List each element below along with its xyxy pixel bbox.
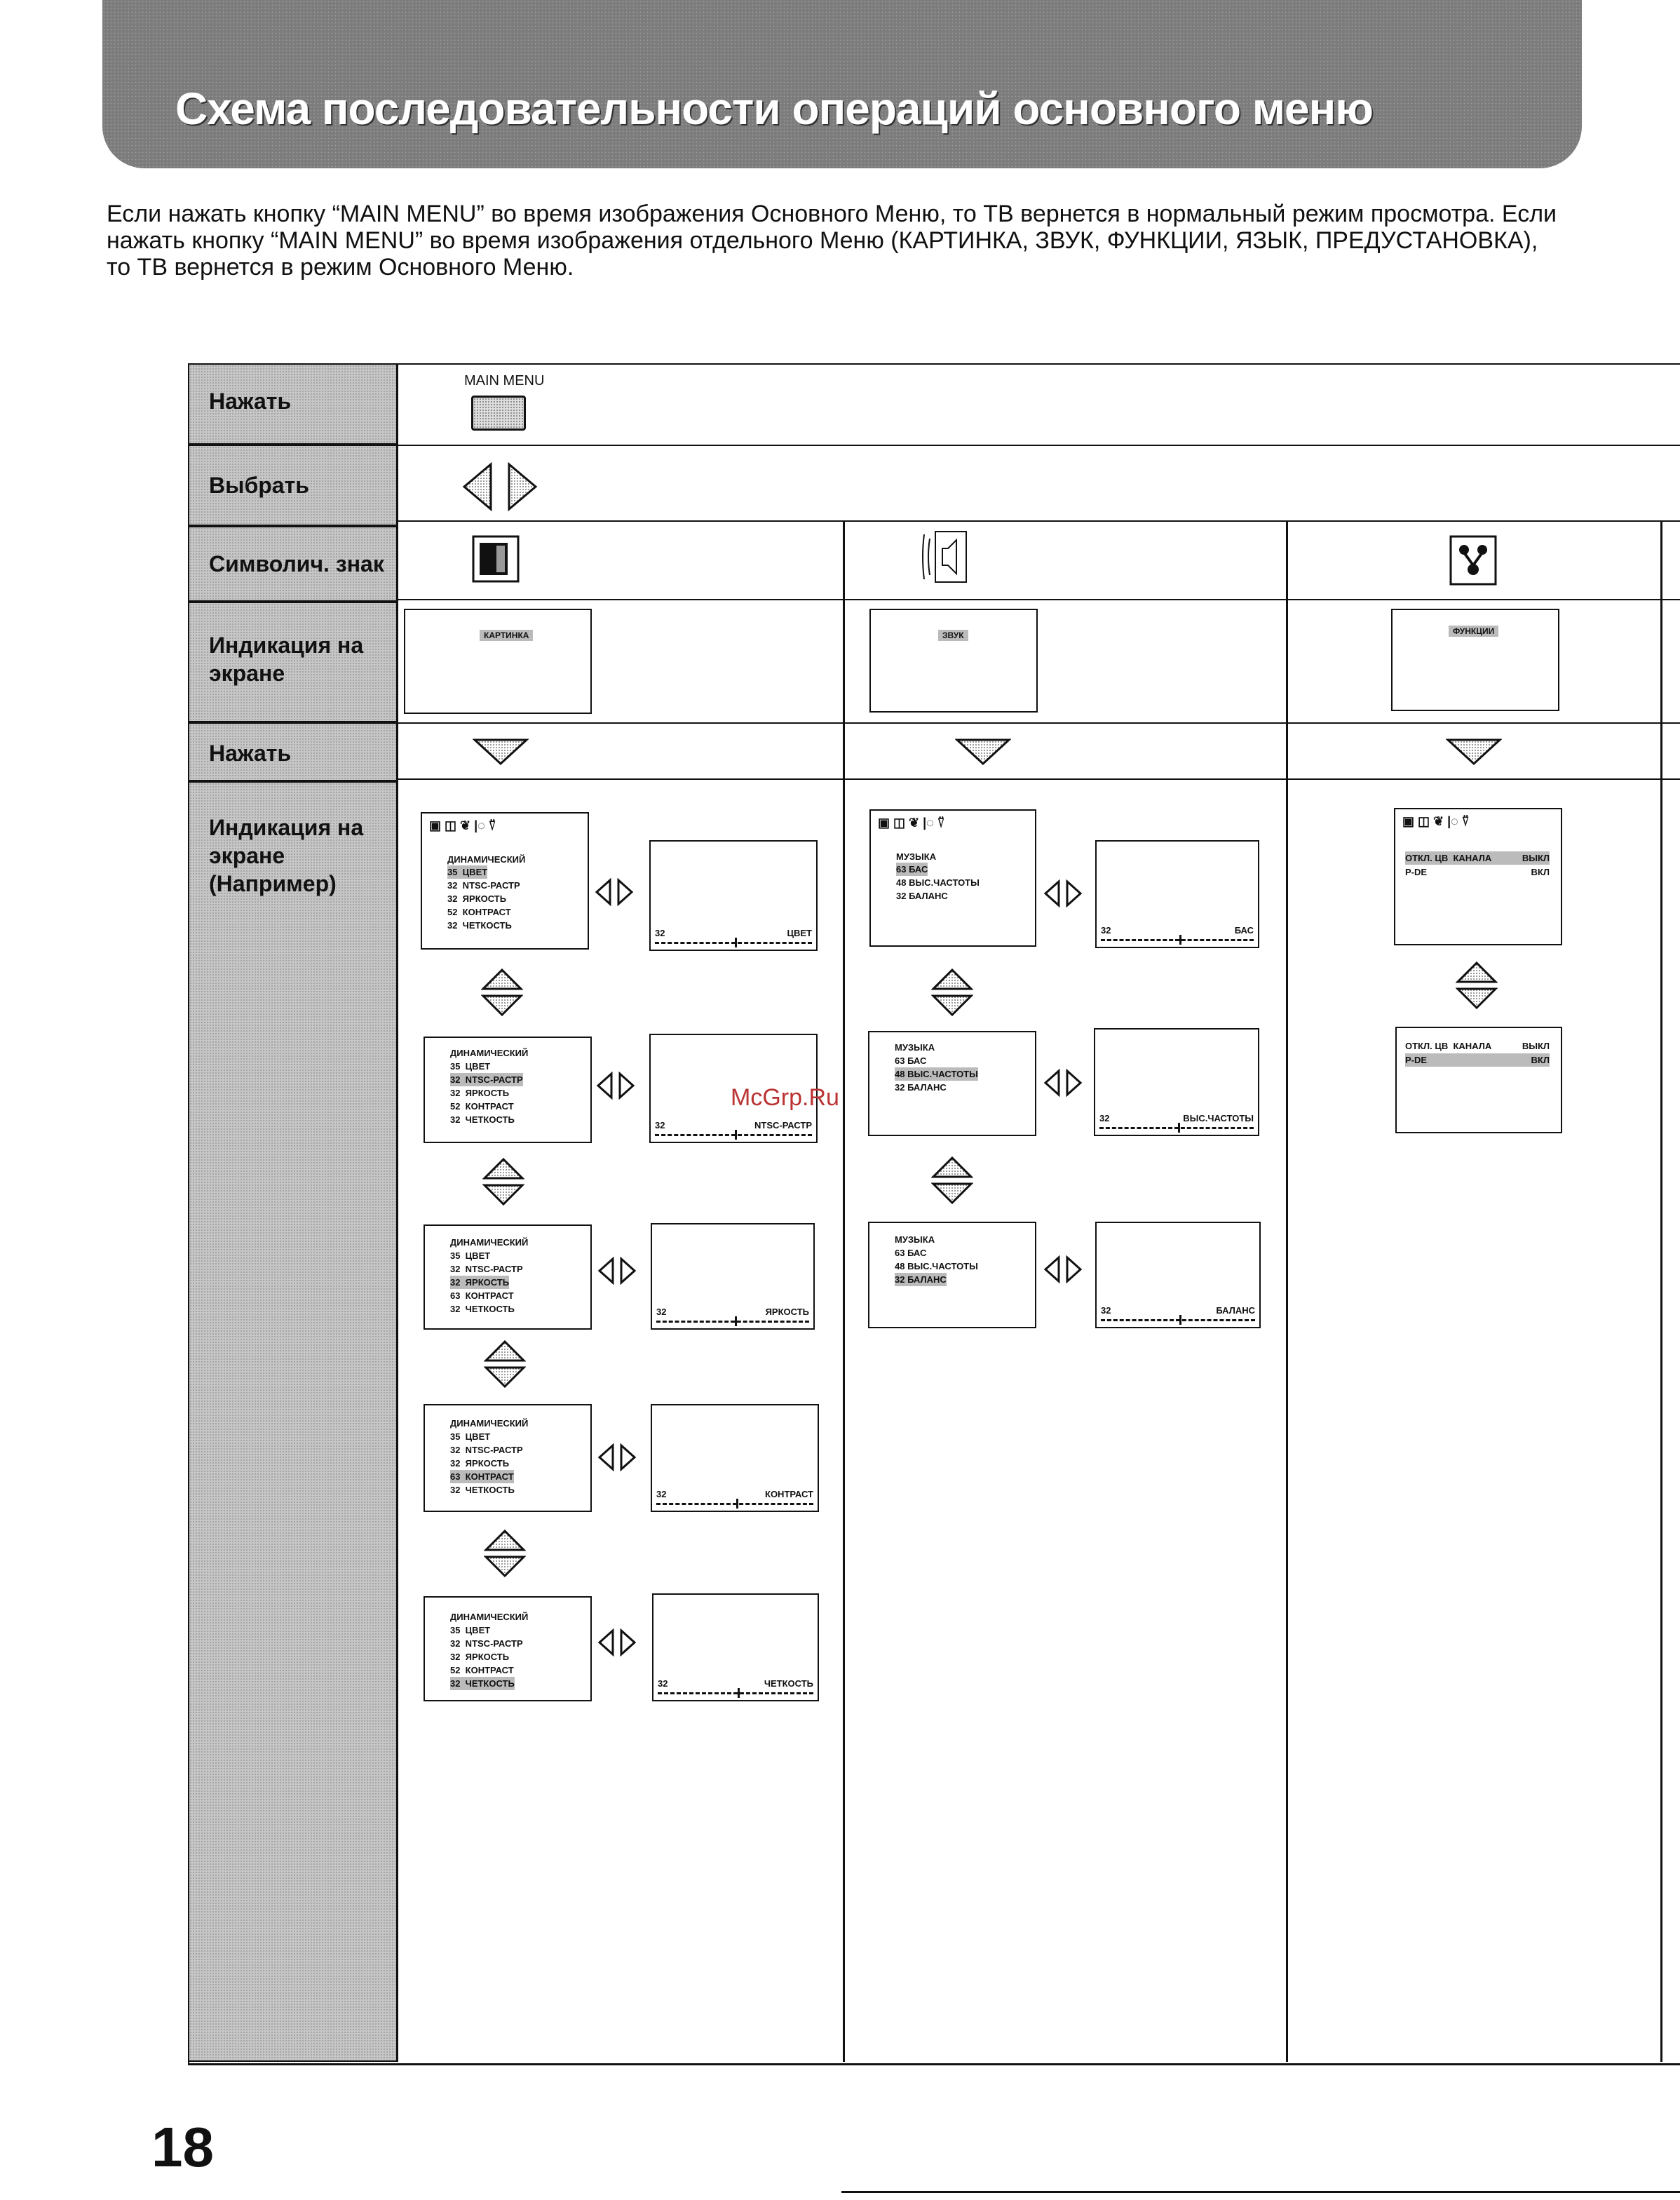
row-label-press2: Нажать xyxy=(188,722,398,781)
screen-functions: ФУНКЦИИ xyxy=(1391,609,1559,711)
up-down-arrows-icon xyxy=(931,968,973,1017)
divider xyxy=(398,445,1680,446)
picture-menu-screen: ДИНАМИЧЕСКИЙ 35 ЦВЕТ 32 NTSC-РАСТР 32 ЯРКОСТЬ 63 КОНТРАСТ 32 ЧЕТКОСТЬ xyxy=(424,1224,592,1330)
picture-menu-screen: ДИНАМИЧЕСКИЙ 35 ЦВЕТ 32 NTSC-РАСТР 32 ЯРКОСТЬ 63 КОНТРАСТ 32 ЧЕТКОСТЬ xyxy=(424,1404,592,1512)
functions-menu-screen: ▣ ◫ ❦ |◌ ⍢ ОТКЛ. ЦВ КАНАЛА ВЫКЛ P-DE ВКЛ xyxy=(1394,808,1562,945)
page-title: Схема последовательности операций основного меню xyxy=(175,83,1373,134)
sound-menu-screen: МУЗЫКА 63 БАС 48 ВЫС.ЧАСТОТЫ 32 БАЛАНС xyxy=(868,1222,1036,1328)
picture-icon xyxy=(471,534,520,583)
row-label-press: Нажать xyxy=(188,363,398,445)
divider xyxy=(398,520,1680,522)
left-right-arrows-icon xyxy=(597,1257,637,1285)
row-label-symbol: Символич. знак xyxy=(188,526,398,602)
up-down-arrows-icon xyxy=(1456,961,1498,1010)
picture-menu-screen: ▣ ◫ ❦ |◌ ⍢ ДИНАМИЧЕСКИЙ 35 ЦВЕТ 32 NTSC-РАСТР 32 ЯРКОСТЬ 52 КОНТРАСТ 32 ЧЕТКОСТЬ xyxy=(421,812,589,950)
functions-menu-screen: ОТКЛ. ЦВ КАНАЛА ВЫКЛ P-DE ВКЛ xyxy=(1395,1027,1562,1133)
left-right-arrows-icon xyxy=(597,1628,637,1656)
up-down-arrows-icon xyxy=(481,968,523,1017)
up-down-arrows-icon xyxy=(484,1339,526,1389)
left-right-arrows-icon xyxy=(596,1072,635,1100)
screen-sound: ЗВУК xyxy=(869,609,1038,713)
left-right-arrows-icon xyxy=(597,1443,637,1471)
column-divider xyxy=(843,520,845,2062)
down-arrow-icon[interactable] xyxy=(1446,738,1502,766)
left-right-arrows-icon xyxy=(595,878,634,906)
picture-bar-screen: 32 ЦВЕТ xyxy=(649,840,818,951)
row-label-display-example: Индикация на экране (Например) xyxy=(188,781,398,2062)
left-right-arrows-icon xyxy=(1043,1255,1083,1283)
sound-bar-screen: 32 БАС xyxy=(1095,840,1259,948)
up-down-arrows-icon xyxy=(931,1156,973,1205)
page-number: 18 xyxy=(151,2116,214,2178)
column-divider xyxy=(1286,520,1288,2062)
left-right-arrows-icon xyxy=(460,460,541,513)
picture-bar-screen: 32 NTSC-РАСТР xyxy=(649,1034,818,1143)
main-menu-button[interactable] xyxy=(471,396,526,431)
footer-rule xyxy=(841,2191,1680,2193)
divider xyxy=(398,722,1680,724)
sound-menu-screen: МУЗЫКА 63 БАС 48 ВЫС.ЧАСТОТЫ 32 БАЛАНС xyxy=(868,1031,1036,1136)
sound-icon xyxy=(920,527,969,586)
left-right-arrows-icon xyxy=(1043,879,1083,907)
main-menu-label: MAIN MENU xyxy=(464,373,545,389)
column-divider xyxy=(1660,520,1662,2062)
picture-bar-screen: 32 ЯРКОСТЬ xyxy=(651,1223,815,1330)
picture-bar-screen: 32 ЧЕТКОСТЬ xyxy=(652,1593,819,1701)
divider xyxy=(398,778,1680,780)
picture-menu-screen: ДИНАМИЧЕСКИЙ 35 ЦВЕТ 32 NTSC-РАСТР 32 ЯРКОСТЬ 52 КОНТРАСТ 32 ЧЕТКОСТЬ xyxy=(424,1037,592,1143)
up-down-arrows-icon xyxy=(484,1529,526,1578)
watermark: McGrp.Ru xyxy=(731,1084,839,1111)
function-icon xyxy=(1449,534,1498,586)
row-label-display: Индикация на экране xyxy=(188,602,398,722)
sound-menu-screen: ▣ ◫ ❦ |◌ ⍢ МУЗЫКА 63 БАС 48 ВЫС.ЧАСТОТЫ 32 БАЛАНС xyxy=(869,809,1036,947)
screen-picture: КАРТИНКА xyxy=(404,609,592,714)
row-label-select: Выбрать xyxy=(188,445,398,526)
sound-bar-screen: 32 БАЛАНС xyxy=(1095,1222,1261,1328)
up-down-arrows-icon xyxy=(482,1157,524,1206)
down-arrow-icon[interactable] xyxy=(473,738,529,766)
picture-bar-screen: 32 КОНТРАСТ xyxy=(651,1404,819,1512)
intro-paragraph: Если нажать кнопку “MAIN MENU” во время изображения Основного Меню, то ТВ вернется в нормальный режим просмотра. Если нажать кнопку “MAIN MENU” во время изображения отдельного Меню (КАРТИНКА, ЗВУК, ФУНКЦИИ, ЯЗЫК, ПРЕДУСТАНОВКА), то ТВ вернется в режим Основного Меню. xyxy=(107,201,1557,281)
sound-bar-screen: 32 ВЫС.ЧАСТОТЫ xyxy=(1094,1028,1259,1136)
picture-menu-screen: ДИНАМИЧЕСКИЙ 35 ЦВЕТ 32 NTSC-РАСТР 32 ЯРКОСТЬ 52 КОНТРАСТ 32 ЧЕТКОСТЬ xyxy=(424,1596,592,1701)
divider xyxy=(398,599,1680,600)
left-right-arrows-icon xyxy=(1043,1069,1083,1097)
down-arrow-icon[interactable] xyxy=(955,738,1011,766)
